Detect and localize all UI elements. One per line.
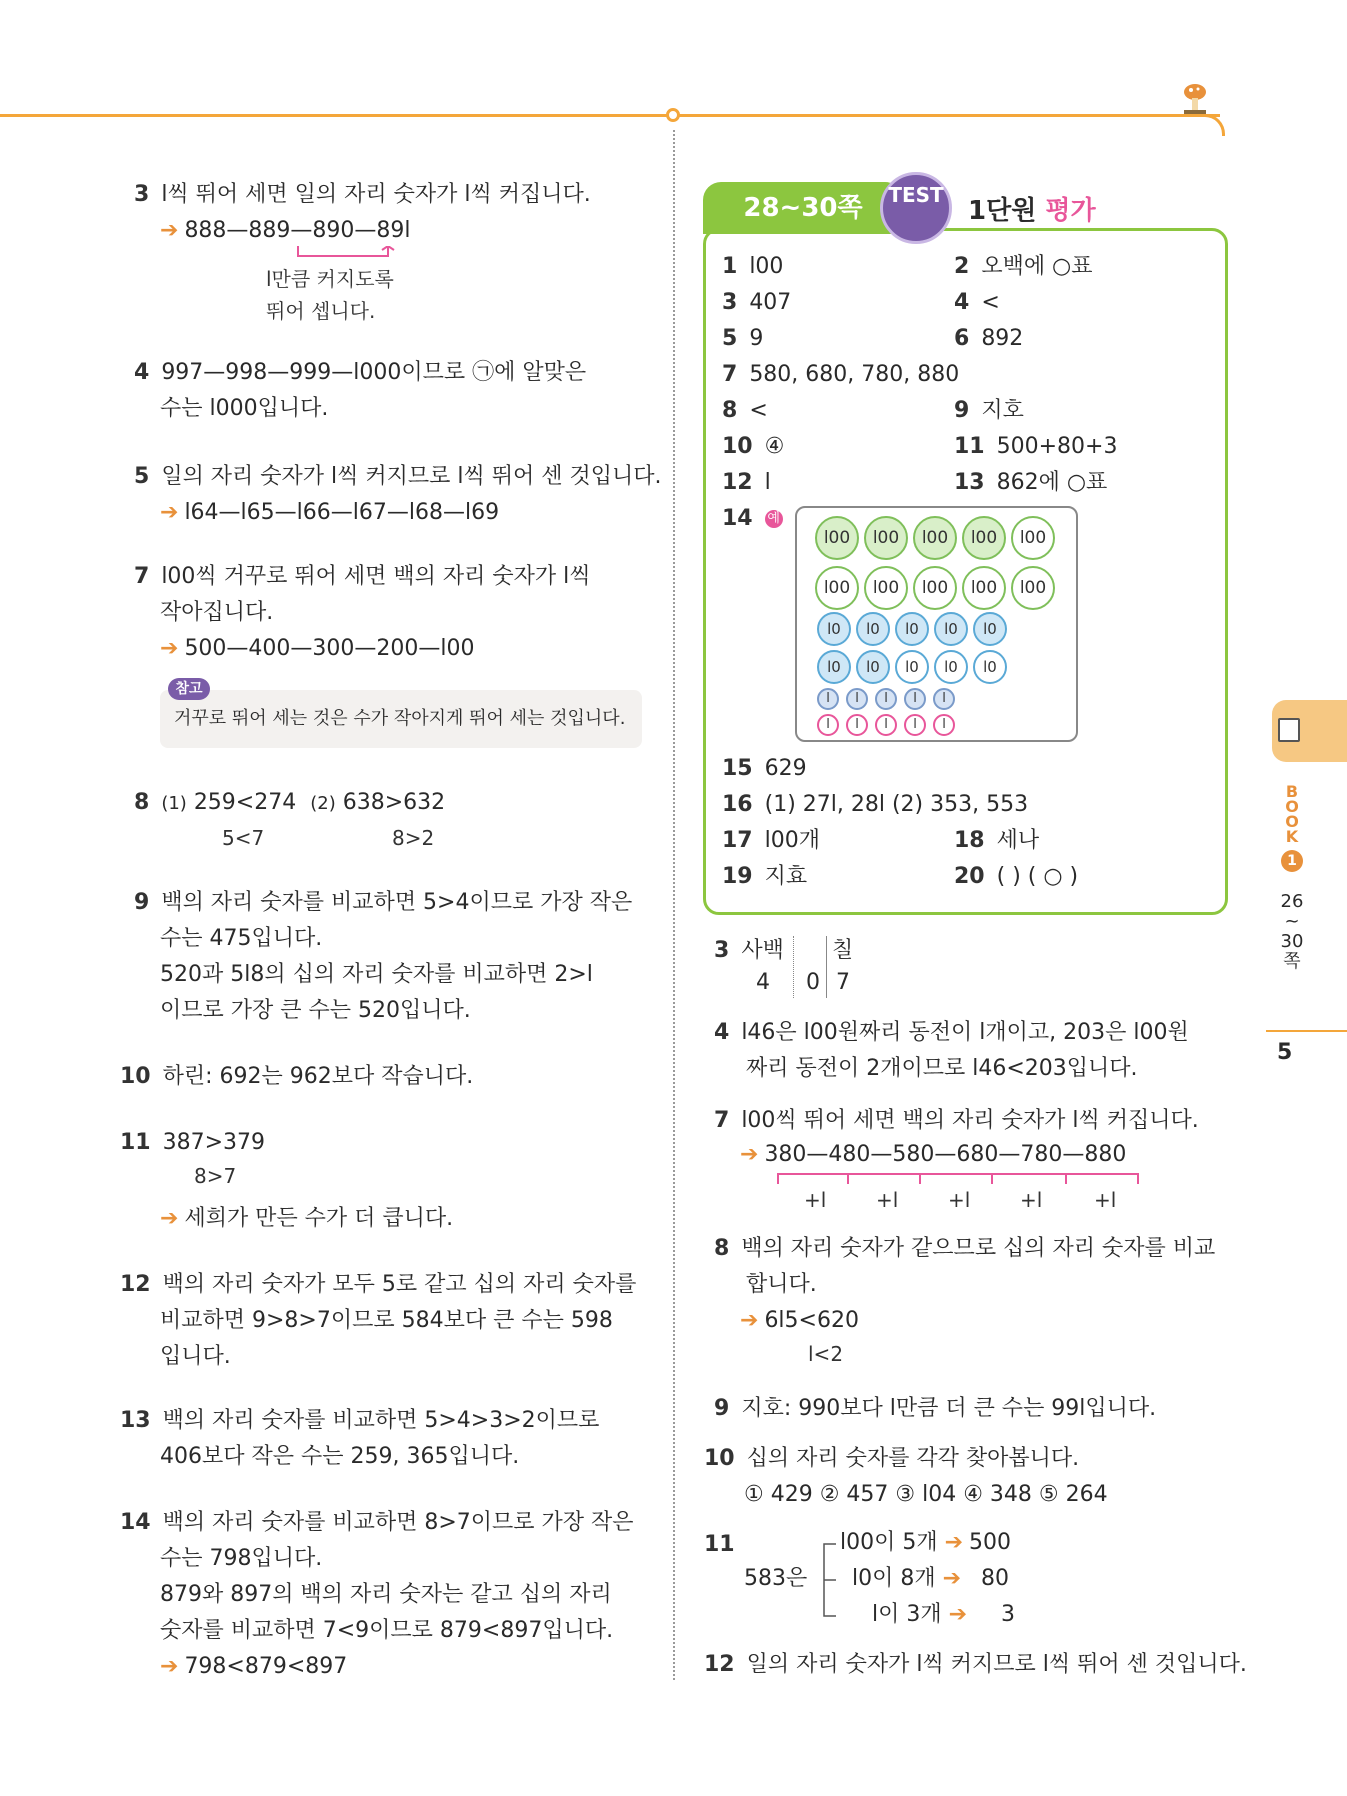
item-number: 2 [954, 254, 970, 279]
answer-3-sequence [160, 214, 411, 248]
sub-comparison: 8>7 [194, 1164, 237, 1188]
coin: l00 [864, 566, 908, 610]
item-number: 9 [134, 890, 150, 915]
item-number: 14 [722, 506, 753, 531]
item-number: 13 [954, 470, 985, 495]
answer-14-line4: 숫자를 비교하면 7<9이므로 879<897입니다. [160, 1618, 614, 1643]
test-answer-item [954, 824, 1039, 858]
test-answer-item [722, 860, 807, 894]
mushroom-icon [1180, 82, 1210, 116]
test-answer-item [722, 394, 768, 428]
item-number: 19 [722, 864, 753, 889]
answer-text: 백의 자리 숫자를 비교하면 8>7이므로 가장 작은 [162, 1510, 634, 1535]
sub-comparison: l<2 [808, 1342, 844, 1366]
item-number: 11 [120, 1130, 151, 1155]
answer-12-line3: 입니다. [160, 1344, 231, 1369]
page-range-unit: 쪽 [1283, 951, 1301, 972]
answer-text: 798<879<897 [184, 1654, 348, 1679]
item-number: 13 [120, 1408, 151, 1433]
arrow-icon: ➔ [948, 1602, 968, 1627]
item-number: 14 [120, 1510, 151, 1535]
coin: l [904, 714, 926, 736]
coin: l [933, 714, 955, 736]
coin: l [904, 688, 926, 710]
answer-value: 지호 [981, 398, 1024, 423]
arrow-icon: ➔ [160, 636, 179, 661]
coin: l0 [856, 612, 890, 646]
coin: l00 [913, 566, 957, 610]
right-answer-10-options: ① 429 ② 457 ③ l04 ④ 348 ⑤ 264 [744, 1482, 1108, 1507]
sub-comparison: 5<7 [222, 826, 265, 850]
coin: l [933, 688, 955, 710]
test-title-main: 1단원 [968, 196, 1046, 226]
test-answer-item [954, 250, 1093, 284]
item-number: 7 [134, 564, 150, 589]
item-number: 20 [954, 864, 985, 889]
answer-value: ④ [764, 434, 785, 459]
test-page-tab: 28~30쪽 [703, 182, 903, 234]
right-answer-7 [714, 1104, 1199, 1138]
arrow-icon: ➔ [160, 500, 179, 525]
answer-value: l00개 [764, 828, 820, 853]
coin: l [817, 714, 839, 736]
coin-diagram [795, 506, 1078, 742]
answer-9-line3: 520과 5l8의 십의 자리 숫자를 비교하면 2>l [160, 962, 593, 987]
item-number: 4 [714, 1020, 730, 1045]
decompose-tens [852, 1562, 1009, 1596]
test-answer-item [954, 430, 1117, 464]
test-badge: TEST [880, 172, 952, 244]
answer-4-line2: 수는 l000입니다. [160, 396, 329, 421]
sequence-text: l64—l65—l66—l67—l68—l69 [184, 500, 500, 525]
item-number: 12 [704, 1652, 735, 1677]
answer-text: 일의 자리 숫자가 l씩 커지므로 l씩 뛰어 센 것입니다. [161, 464, 662, 489]
annotation: l만큼 커지도록 [266, 267, 394, 291]
answer-text: 백의 자리 숫자를 비교하면 5>4>3>2이므로 [162, 1408, 600, 1433]
sub-label: (1) [161, 793, 187, 814]
annotation: 뛰어 셉니다. [266, 299, 376, 323]
item-number: 18 [954, 828, 985, 853]
answer-text: 지호: 990보다 l만큼 더 큰 수는 99l입니다. [741, 1396, 1157, 1421]
comparison: 387>379 [162, 1130, 266, 1155]
note-text: 거꾸로 뛰어 세는 것은 수가 작아지게 뛰어 세는 것입니다. [174, 708, 626, 729]
place-divider [793, 936, 794, 998]
test-answer-item [722, 788, 1028, 822]
digit: 4 [756, 970, 770, 995]
item-number: 8 [714, 1236, 730, 1261]
page-range-tilde: ~ [1284, 911, 1300, 932]
test-title-accent: 평가 [1045, 196, 1096, 226]
example-badge: 예 [765, 510, 783, 528]
decompose-value: 80 [981, 1566, 1010, 1591]
sub-label: (2) [310, 793, 336, 814]
column-divider [673, 130, 675, 1680]
test-answer-item [954, 286, 1000, 320]
coin: l0 [973, 650, 1007, 684]
test-answer-item [722, 322, 763, 356]
answer-7-sequence [160, 632, 475, 666]
right-answer-4 [714, 1016, 1189, 1050]
notepad-icon [1278, 718, 1300, 742]
page-range [1272, 892, 1312, 972]
answer-3 [134, 178, 591, 212]
test-answer-item [954, 466, 1107, 500]
arrow-icon: ➔ [160, 218, 179, 243]
arrow-icon: ➔ [160, 1206, 179, 1231]
coin: l00 [1011, 566, 1055, 610]
answer-14-result [160, 1650, 347, 1684]
arrow-icon: ➔ [160, 1654, 179, 1679]
answer-14-line3: 879와 897의 백의 자리 숫자는 같고 십의 자리 [160, 1582, 612, 1607]
coin: l0 [973, 612, 1007, 646]
coin: l00 [815, 516, 859, 560]
decompose-value: 3 [1001, 1602, 1016, 1627]
item-number: 5 [722, 326, 738, 351]
test-title [968, 190, 1096, 227]
item-number: 16 [722, 792, 753, 817]
test-answer-item [722, 824, 820, 858]
item-number: 8 [134, 790, 150, 815]
coin: l0 [934, 650, 968, 684]
note-box [160, 690, 642, 748]
answer-value: 세나 [996, 828, 1040, 853]
test-answer-item [722, 430, 784, 464]
answer-11 [120, 1126, 265, 1160]
decompose-text: l0이 8개 [852, 1566, 936, 1591]
decompose-value: 500 [969, 1530, 1012, 1555]
arrow-icon: ➔ [740, 1142, 759, 1167]
answer-5 [134, 460, 662, 494]
note-badge: 참고 [168, 678, 210, 700]
answer-value: 500+80+3 [996, 434, 1118, 459]
answer-value: (1) 27l, 28l (2) 353, 553 [764, 792, 1029, 817]
right-answer-12 [704, 1648, 1247, 1682]
coin: l00 [962, 516, 1006, 560]
right-answer-7-sequence [740, 1138, 1126, 1172]
test-answer-item [722, 286, 791, 320]
item-number: 7 [714, 1108, 730, 1133]
item-number: 4 [954, 290, 970, 315]
book-letter: O [1285, 812, 1299, 831]
item-number: 10 [120, 1064, 151, 1089]
coin: l0 [817, 650, 851, 684]
coin: l00 [864, 516, 908, 560]
place-divider [826, 936, 827, 998]
book-letter: K [1285, 827, 1299, 846]
sub-comparison: 8>2 [392, 826, 435, 850]
answer-text: 997—998—999—l000이므로 ㉠에 알맞은 [161, 360, 587, 385]
coin: l [875, 688, 897, 710]
header-rule-curve [1205, 114, 1225, 136]
place-label-seven: 칠 [832, 938, 854, 963]
item-number: 12 [120, 1272, 151, 1297]
answer-value: l00 [749, 254, 784, 279]
answer-value: 407 [749, 290, 792, 315]
answer-text: 십의 자리 숫자를 각각 찾아봅니다. [746, 1446, 1080, 1471]
arrow-icon: ➔ [740, 1308, 759, 1333]
answer-text: 백의 자리 숫자가 같으므로 십의 자리 숫자를 비교 [741, 1236, 1216, 1261]
answer-8 [134, 786, 445, 821]
item-number: 8 [722, 398, 738, 423]
book-letter: O [1285, 797, 1299, 816]
answer-12 [120, 1268, 636, 1302]
answer-value: 629 [764, 756, 807, 781]
answer-7 [134, 560, 591, 594]
coin: l00 [913, 516, 957, 560]
answer-value: 9 [749, 326, 764, 351]
plus-one-label: +l [1094, 1188, 1117, 1212]
page-range-start: 26 [1280, 891, 1304, 912]
decompose-main: 583은 [744, 1566, 808, 1591]
header-dot [666, 108, 680, 122]
answer-text: 백의 자리 숫자가 모두 5로 같고 십의 자리 숫자를 [162, 1272, 637, 1297]
test-answer-item [722, 250, 783, 284]
right-answer-11 [704, 1528, 747, 1562]
coin: l0 [817, 612, 851, 646]
plus-one-label: +l [948, 1188, 971, 1212]
coin: l00 [815, 566, 859, 610]
item-number: 7 [722, 362, 738, 387]
item-number: 3 [134, 182, 150, 207]
place-label: 사백 [741, 938, 784, 963]
coin: l0 [895, 650, 929, 684]
coin: l0 [895, 612, 929, 646]
answer-text: l00씩 거꾸로 뛰어 세면 백의 자리 숫자가 l씩 [161, 564, 591, 589]
item-number: 10 [722, 434, 753, 459]
right-answer-8 [714, 1232, 1215, 1266]
answer-14-line2: 수는 798입니다. [160, 1546, 323, 1571]
item-number: 5 [134, 464, 150, 489]
side-rule [1266, 1030, 1347, 1032]
decompose-hundreds [840, 1526, 1011, 1560]
page-number: 5 [1277, 1040, 1293, 1065]
answer-9 [134, 886, 632, 920]
book-label [1283, 784, 1301, 844]
test-answer-item [954, 322, 1023, 356]
answer-9-line2: 수는 475입니다. [160, 926, 323, 951]
jump-brackets [770, 1170, 1170, 1190]
decompose-text: l00이 5개 [840, 1530, 938, 1555]
item-number: 15 [722, 756, 753, 781]
test-answer-item [722, 466, 771, 500]
digit: 7 [836, 970, 850, 995]
answer-value: 892 [981, 326, 1024, 351]
item-number: 10 [704, 1446, 735, 1471]
test-answer-item [722, 752, 807, 786]
coin: l [846, 688, 868, 710]
answer-value: 오백에 ○표 [981, 254, 1093, 279]
book-number: 1 [1281, 850, 1303, 872]
item-number: 9 [714, 1396, 730, 1421]
item-number: 6 [954, 326, 970, 351]
arrow-icon: ➔ [944, 1530, 964, 1555]
right-answer-8-seq [740, 1304, 859, 1338]
answer-text: 일의 자리 숫자가 l씩 커지므로 l씩 뛰어 센 것입니다. [746, 1652, 1247, 1677]
answer-9-line4: 이므로 가장 큰 수는 520입니다. [160, 998, 471, 1023]
coin: l [875, 714, 897, 736]
answer-13 [120, 1404, 599, 1438]
item-number: 3 [722, 290, 738, 315]
right-answer-10 [704, 1442, 1079, 1476]
answer-7-line2: 작아집니다. [160, 600, 274, 625]
book-letter: B [1285, 782, 1299, 801]
test-answer-item [722, 358, 959, 392]
sequence-text: 500—400—300—200—l00 [184, 636, 475, 661]
answer-value: l [764, 470, 771, 495]
coin: l [817, 688, 839, 710]
item-number: 11 [954, 434, 985, 459]
comparison: 638>632 [342, 790, 446, 815]
coin: l00 [1011, 516, 1055, 560]
decompose-bracket [812, 1542, 838, 1618]
answer-text: 세희가 만든 수가 더 큽니다. [184, 1206, 454, 1231]
plus-one-label: +l [876, 1188, 899, 1212]
item-number: 9 [954, 398, 970, 423]
plus-one-label: +l [1020, 1188, 1043, 1212]
decompose-ones [872, 1598, 1015, 1632]
answer-14 [120, 1506, 634, 1540]
item-number: 1 [722, 254, 738, 279]
item-number: 11 [704, 1532, 735, 1557]
decompose-text: l이 3개 [872, 1602, 942, 1627]
header-rule [0, 114, 1220, 117]
answer-value: < [981, 290, 1000, 315]
right-answer-3 [714, 934, 784, 968]
answer-13-line2: 406보다 작은 수는 259, 365입니다. [160, 1444, 520, 1469]
right-answer-4-line2: 짜리 동전이 2개이므로 l46<203입니다. [746, 1056, 1138, 1081]
answer-text: l00씩 뛰어 세면 백의 자리 숫자가 l씩 커집니다. [741, 1108, 1199, 1133]
test-answer-item [722, 502, 783, 536]
item-number: 4 [134, 360, 150, 385]
item-number: 17 [722, 828, 753, 853]
right-answer-9 [714, 1392, 1156, 1426]
answer-value: 지효 [764, 864, 808, 889]
coin: l0 [856, 650, 890, 684]
answer-11-result [160, 1202, 453, 1236]
answer-text: l씩 뛰어 세면 일의 자리 숫자가 l씩 커집니다. [161, 182, 591, 207]
digit: 0 [806, 970, 820, 995]
test-answer-item [954, 860, 1078, 894]
coin: l00 [962, 566, 1006, 610]
answer-10 [120, 1060, 473, 1094]
comparison: 6l5<620 [764, 1308, 859, 1333]
sequence-text: 380—480—580—680—780—880 [764, 1142, 1127, 1167]
item-number: 12 [722, 470, 753, 495]
answer-value: < [749, 398, 768, 423]
comparison: 259<274 [193, 790, 297, 815]
plus-one-label: +l [804, 1188, 827, 1212]
right-answer-8-line2: 합니다. [746, 1272, 817, 1297]
answer-5-sequence [160, 496, 499, 530]
item-number: 3 [714, 938, 730, 963]
coin: l0 [934, 612, 968, 646]
answer-text: l46은 l00원짜리 동전이 l개이고, 203은 l00원 [741, 1020, 1189, 1045]
answer-12-line2: 비교하면 9>8>7이므로 584보다 큰 수는 598 [160, 1308, 613, 1333]
answer-4 [134, 356, 586, 390]
arrow-icon: ➔ [942, 1566, 962, 1591]
test-answer-item [954, 394, 1024, 428]
answer-text: 백의 자리 숫자를 비교하면 5>4이므로 가장 작은 [161, 890, 633, 915]
sequence-text: 888—889—890—89l [184, 218, 411, 243]
answer-value: ( ) ( ○ ) [996, 864, 1079, 889]
page-range-end: 30 [1280, 931, 1304, 952]
answer-text: 하린: 692는 962보다 작습니다. [162, 1064, 474, 1089]
answer-value: 580, 680, 780, 880 [749, 362, 960, 387]
coin: l [846, 714, 868, 736]
answer-value: 862에 ○표 [996, 470, 1108, 495]
